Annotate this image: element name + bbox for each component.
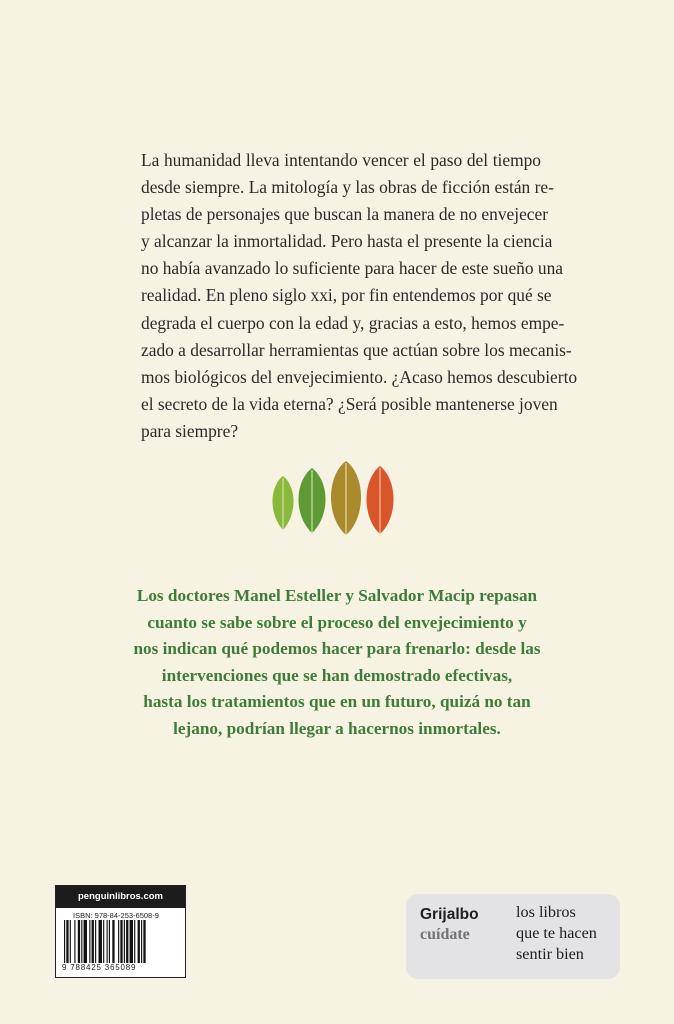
barcode-icon	[62, 920, 180, 968]
blurb-line: intervenciones que se han demostrado efectivas,	[161, 665, 513, 685]
collection-name: cuídate	[420, 926, 470, 943]
leaf-icon	[367, 466, 394, 536]
description-line: mos biológicos del envejecimiento. ¿Acaso hemos descubierto	[141, 366, 578, 387]
description-line: La humanidad lleva intentando vencer el paso del tiempo	[141, 150, 541, 170]
leaf-icon	[299, 468, 326, 535]
blurb-line: lejano, podrían llegar a hacernos inmortales.	[173, 718, 501, 738]
description-line: no había avanzado lo suficiente para hacer de este sueño una	[141, 258, 564, 279]
tagline-line: sentir bien	[516, 945, 584, 963]
leaf-icon	[331, 461, 361, 537]
barcode-box	[55, 885, 186, 978]
description-line: realidad. En pleno siglo xxi, por fin entendemos por qué se	[141, 285, 552, 306]
back-cover-description	[141, 147, 578, 445]
tagline-line: los libros	[516, 903, 576, 921]
barcode-digits: 9 788425 365089	[62, 963, 180, 972]
blurb-line: hasta los tratamientos que en un futuro, quizá no tan	[143, 692, 531, 712]
leaves-illustration	[268, 458, 404, 538]
tagline-line: que te hacen	[516, 924, 597, 942]
isbn-label: ISBN: 978-84-253-6508-9	[73, 911, 159, 920]
description-line: para siempre?	[141, 420, 239, 441]
description-line: el secreto de la vida eterna? ¿Será posible mantenerse joven	[141, 393, 558, 414]
authors-blurb	[100, 583, 574, 743]
description-line: desde siempre. La mitología y las obras de ficción están re-	[141, 177, 554, 198]
publisher-box	[406, 894, 620, 979]
description-line: degrada el cuerpo con la edad y, gracias a esto, hemos empe-	[141, 312, 565, 333]
blurb-line: Los doctores Manel Esteller y Salvador Macip repasan	[136, 586, 538, 605]
website-label: penguinlibros.com	[56, 886, 185, 908]
leaf-icon	[272, 476, 293, 532]
publisher-logo: Grijalbo	[420, 906, 479, 923]
description-line: zado a desarrollar herramientas que actúan sobre los mecanis-	[141, 339, 572, 360]
description-line: pletas de personajes que buscan la manera de no envejecer	[141, 204, 549, 225]
description-line: y alcanzar la inmortalidad. Pero hasta el presente la ciencia	[141, 231, 553, 252]
blurb-line: cuanto se sabe sobre el proceso del envejecimiento y	[147, 612, 527, 632]
tagline	[516, 902, 597, 965]
blurb-line: nos indican qué podemos hacer para frenarlo: desde las	[133, 639, 541, 659]
